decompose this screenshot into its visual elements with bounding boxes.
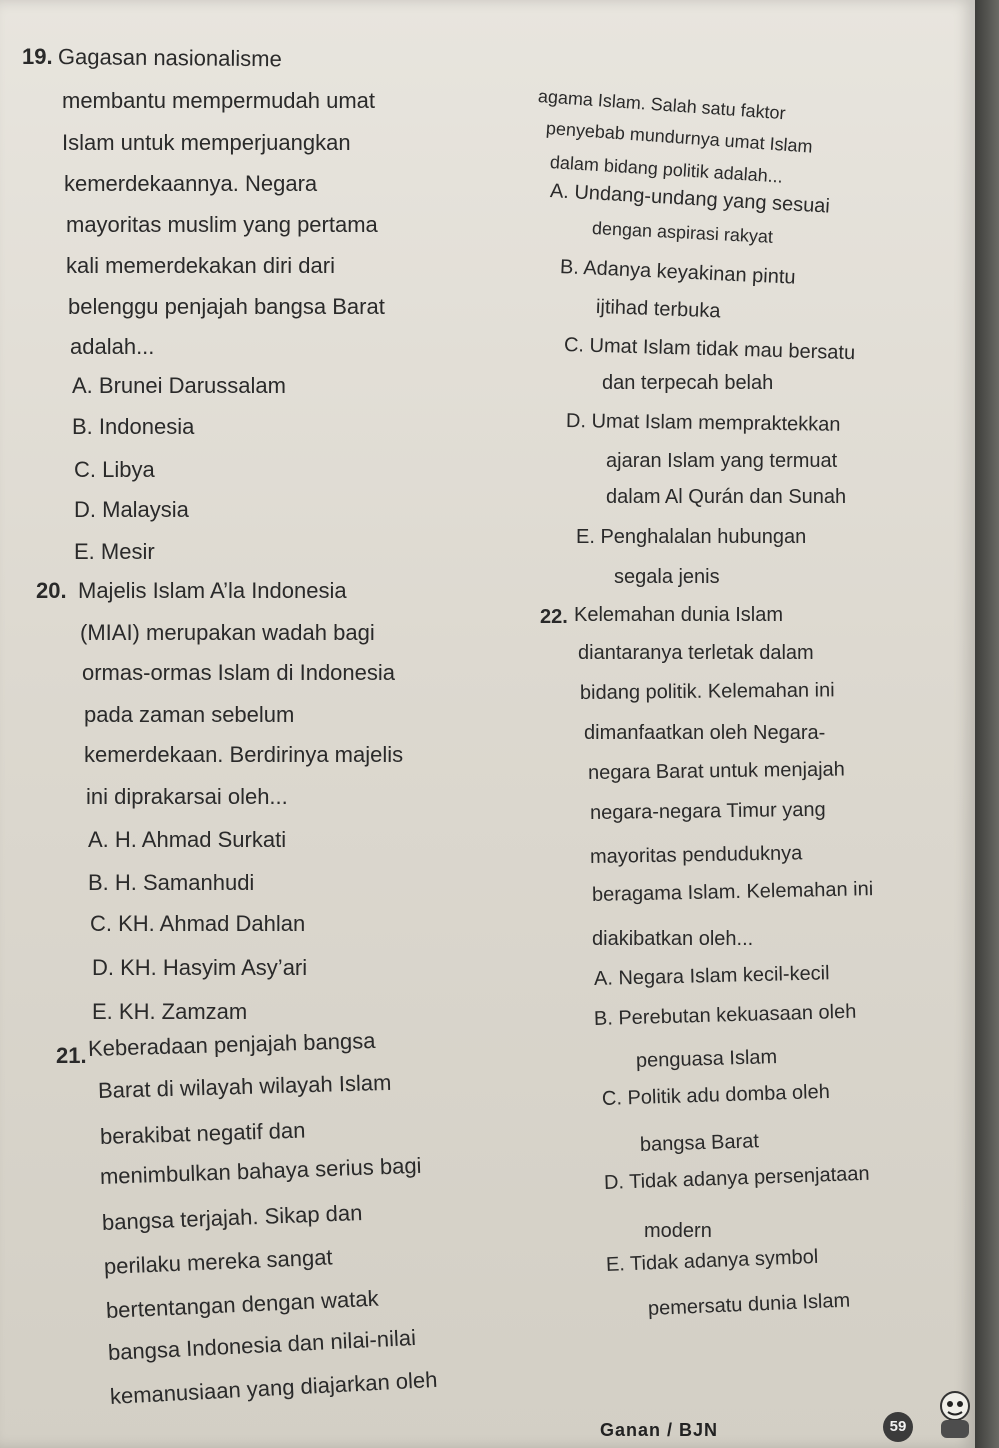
question-19-right-line: B. Adanya keyakinan pintu — [559, 256, 797, 289]
question-22-option-b: B. Perebutan kekuasaan oleh — [593, 1000, 857, 1030]
question-22-stem-line: dimanfaatkan oleh Negara- — [584, 722, 826, 744]
question-21-stem-line: bangsa Indonesia dan nilai-nilai — [107, 1324, 417, 1365]
question-19-right-line: dan terpecah belah — [602, 372, 774, 394]
question-19-right-line: dengan aspirasi rakyat — [591, 218, 774, 247]
question-22-number: 22. — [540, 606, 568, 628]
question-22-option-d-cont: modern — [644, 1220, 712, 1242]
question-22-option-c-cont: bangsa Barat — [639, 1130, 760, 1156]
question-19-option-a: A. Brunei Darussalam — [72, 373, 286, 398]
question-21-stem-line: menimbulkan bahaya serius bagi — [99, 1152, 422, 1189]
question-19-option-e: E. Mesir — [74, 539, 155, 564]
question-22-stem-line: beragama Islam. Kelemahan ini — [591, 878, 874, 906]
question-20-stem-line: ormas-ormas Islam di Indonesia — [82, 660, 396, 685]
question-19-option-d: D. Malaysia — [74, 497, 189, 522]
publisher-footer: Ganan / BJN — [600, 1420, 719, 1440]
question-19-stem-line: kali memerdekakan diri dari — [66, 253, 335, 278]
question-20-option-c: C. KH. Ahmad Dahlan — [90, 911, 306, 936]
question-20-option-d: D. KH. Hasyim Asy’ari — [92, 955, 308, 980]
question-21-stem-line: Barat di wilayah wilayah Islam — [97, 1069, 392, 1103]
question-20-option-a: A. H. Ahmad Surkati — [88, 827, 287, 852]
question-20-option-e: E. KH. Zamzam — [92, 999, 248, 1024]
question-19-right-line: ijtihad terbuka — [595, 296, 721, 323]
question-22-stem-line: negara-negara Timur yang — [589, 798, 826, 824]
question-19-stem-line: adalah... — [70, 334, 155, 359]
question-19-right-line: segala jenis — [614, 566, 720, 588]
mascot-icon — [925, 1382, 985, 1442]
question-21-stem-line: bangsa terjajah. Sikap dan — [101, 1200, 363, 1235]
question-21-stem-line: perilaku mereka sangat — [103, 1244, 333, 1279]
question-22-stem-line: negara Barat untuk menjajah — [587, 758, 845, 784]
question-19-right-line: dalam Al Qurán dan Sunah — [606, 486, 847, 508]
question-19-right-line: D. Umat Islam mempraktekkan — [565, 410, 841, 436]
question-22-stem-line: Kelemahan dunia Islam — [574, 604, 784, 626]
question-19-right-line: agama Islam. Salah satu faktor — [537, 86, 787, 124]
question-19-number: 19. — [22, 44, 53, 69]
question-21-stem-line: bertentangan dengan watak — [105, 1285, 380, 1323]
question-22-option-d: D. Tidak adanya persenjataan — [603, 1162, 870, 1194]
question-21-stem-line: kemanusiaan yang diajarkan oleh — [109, 1366, 438, 1409]
question-20-number: 20. — [36, 578, 67, 603]
question-19-stem-line: mayoritas muslim yang pertama — [66, 212, 378, 237]
question-20-stem-line: Majelis Islam A’la Indonesia — [78, 578, 347, 603]
question-20-stem-line: kemerdekaan. Berdirinya majelis — [84, 742, 404, 767]
question-22-stem-line: diakibatkan oleh... — [592, 928, 754, 950]
left-column — [22, 0, 492, 1448]
question-22-stem-line: bidang politik. Kelemahan ini — [579, 679, 835, 704]
question-19-option-c: C. Libya — [74, 457, 155, 482]
question-20-stem-line: (MIAI) merupakan wadah bagi — [80, 620, 375, 645]
question-19-right-line: dalam bidang politik adalah... — [549, 152, 784, 187]
question-19-right-line: C. Umat Islam tidak mau bersatu — [563, 334, 856, 365]
question-22-option-b-cont: penguasa Islam — [635, 1046, 778, 1072]
question-19-option-b: B. Indonesia — [72, 414, 195, 439]
question-19-right-line: ajaran Islam yang termuat — [606, 450, 838, 472]
right-column — [530, 0, 970, 1448]
question-22-option-e: E. Tidak adanya symbol — [605, 1245, 819, 1276]
question-21-stem-line: berakibat negatif dan — [99, 1117, 306, 1149]
question-19-stem-line: kemerdekaannya. Negara — [64, 171, 318, 196]
question-19-right-line: E. Penghalalan hubungan — [576, 526, 807, 548]
question-22-stem-line: mayoritas penduduknya — [589, 842, 803, 868]
question-19-stem-line: membantu mempermudah umat — [62, 88, 376, 113]
question-22-option-e-cont: pemersatu dunia Islam — [647, 1289, 851, 1320]
question-19-right-line: penyebab mundurnya umat Islam — [545, 118, 814, 157]
question-21-number: 21. — [56, 1043, 87, 1068]
page-edge-shadow — [975, 0, 999, 1448]
question-19-stem-line: belenggu penjajah bangsa Barat — [68, 294, 385, 319]
question-19-right-line: A. Undang-undang yang sesuai — [549, 180, 831, 218]
question-20-option-b: B. H. Samanhudi — [88, 870, 255, 895]
question-19-stem-line: Gagasan nasionalisme — [57, 44, 282, 72]
question-22-stem-line: diantaranya terletak dalam — [578, 642, 814, 664]
question-22-option-a: A. Negara Islam kecil-kecil — [593, 962, 830, 990]
question-20-stem-line: ini diprakarsai oleh... — [86, 784, 288, 809]
question-21-stem-line: Keberadaan penjajah bangsa — [87, 1027, 376, 1061]
question-20-stem-line: pada zaman sebelum — [84, 702, 295, 727]
page-number-badge: 59 — [883, 1412, 913, 1442]
question-22-option-c: C. Politik adu domba oleh — [601, 1080, 831, 1110]
question-19-stem-line: Islam untuk memperjuangkan — [62, 130, 351, 155]
